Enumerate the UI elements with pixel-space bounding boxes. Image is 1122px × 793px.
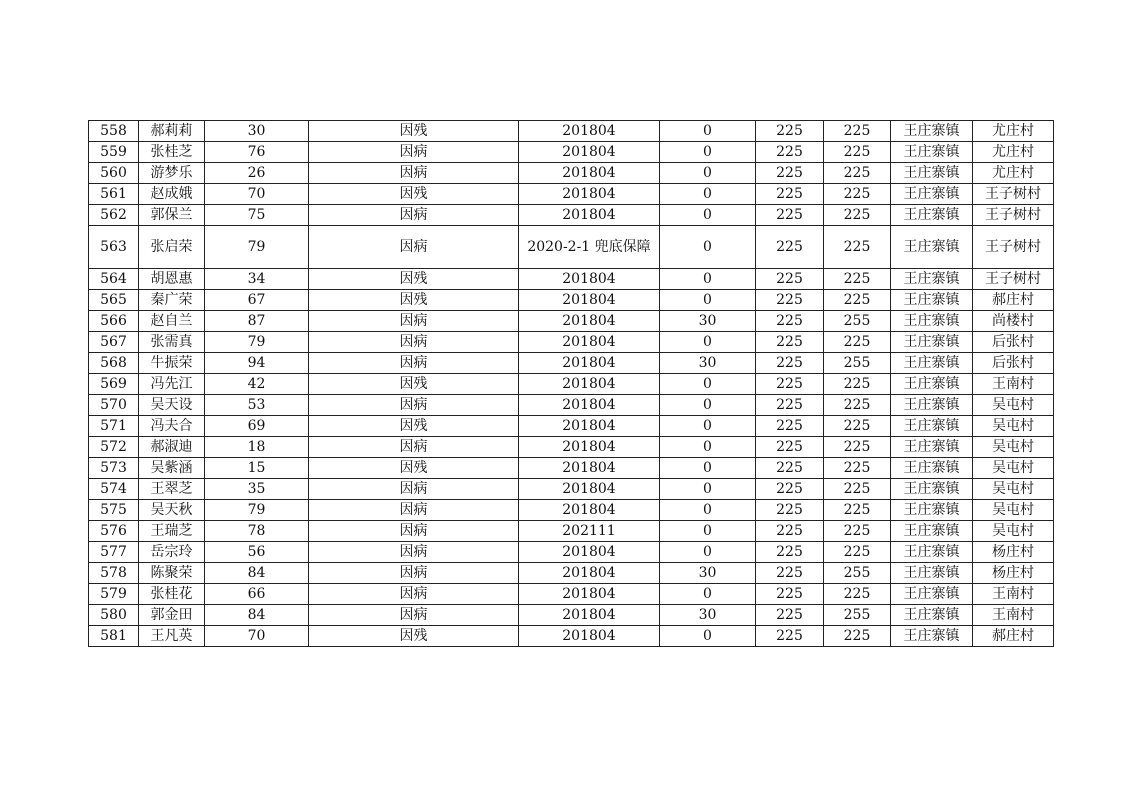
name-cell: 张启荣 <box>139 226 205 269</box>
total-amount-cell: 225 <box>824 184 891 205</box>
base-amount-cell: 225 <box>756 605 824 626</box>
table-row <box>89 142 1054 163</box>
total-amount-cell: 225 <box>824 500 891 521</box>
age-cell: 79 <box>205 332 309 353</box>
total-amount-cell: 225 <box>824 479 891 500</box>
reason-cell: 因残 <box>309 458 519 479</box>
table-row <box>89 416 1054 437</box>
extra-amount-cell: 30 <box>660 605 756 626</box>
town-cell: 王庄寨镇 <box>891 605 973 626</box>
base-amount-cell: 225 <box>756 353 824 374</box>
age-cell: 53 <box>205 395 309 416</box>
reason-cell: 因残 <box>309 626 519 647</box>
serial-number-cell: 572 <box>89 437 139 458</box>
name-cell: 王瑞芝 <box>139 521 205 542</box>
base-amount-cell: 225 <box>756 332 824 353</box>
table-row <box>89 269 1054 290</box>
serial-number-cell: 559 <box>89 142 139 163</box>
village-cell: 王子树村 <box>973 184 1054 205</box>
village-cell: 尤庄村 <box>973 163 1054 184</box>
name-cell: 吴紫涵 <box>139 458 205 479</box>
village-cell: 王南村 <box>973 605 1054 626</box>
total-amount-cell: 225 <box>824 121 891 142</box>
village-cell: 吴屯村 <box>973 479 1054 500</box>
table-row <box>89 437 1054 458</box>
reason-cell: 因病 <box>309 205 519 226</box>
name-cell: 郝淑迪 <box>139 437 205 458</box>
name-cell: 游梦乐 <box>139 163 205 184</box>
town-cell: 王庄寨镇 <box>891 226 973 269</box>
base-amount-cell: 225 <box>756 584 824 605</box>
reason-cell: 因病 <box>309 332 519 353</box>
serial-number-cell: 581 <box>89 626 139 647</box>
extra-amount-cell: 0 <box>660 542 756 563</box>
total-amount-cell: 225 <box>824 269 891 290</box>
table-body <box>89 121 1054 647</box>
extra-amount-cell: 0 <box>660 626 756 647</box>
serial-number-cell: 563 <box>89 226 139 269</box>
reason-cell: 因病 <box>309 226 519 269</box>
reason-cell: 因病 <box>309 395 519 416</box>
name-cell: 岳宗玲 <box>139 542 205 563</box>
town-cell: 王庄寨镇 <box>891 479 973 500</box>
base-amount-cell: 225 <box>756 163 824 184</box>
serial-number-cell: 566 <box>89 311 139 332</box>
town-cell: 王庄寨镇 <box>891 121 973 142</box>
extra-amount-cell: 0 <box>660 458 756 479</box>
date-cell: 201804 <box>519 458 660 479</box>
reason-cell: 因病 <box>309 584 519 605</box>
serial-number-cell: 574 <box>89 479 139 500</box>
village-cell: 王子树村 <box>973 205 1054 226</box>
total-amount-cell: 255 <box>824 563 891 584</box>
total-amount-cell: 225 <box>824 521 891 542</box>
name-cell: 牛振荣 <box>139 353 205 374</box>
reason-cell: 因病 <box>309 163 519 184</box>
town-cell: 王庄寨镇 <box>891 163 973 184</box>
base-amount-cell: 225 <box>756 416 824 437</box>
document-page <box>88 120 1053 647</box>
reason-cell: 因病 <box>309 521 519 542</box>
serial-number-cell: 567 <box>89 332 139 353</box>
table-row <box>89 458 1054 479</box>
date-cell: 201804 <box>519 121 660 142</box>
name-cell: 张需真 <box>139 332 205 353</box>
reason-cell: 因残 <box>309 269 519 290</box>
base-amount-cell: 225 <box>756 563 824 584</box>
village-cell: 尚楼村 <box>973 311 1054 332</box>
village-cell: 吴屯村 <box>973 395 1054 416</box>
name-cell: 陈聚荣 <box>139 563 205 584</box>
town-cell: 王庄寨镇 <box>891 521 973 542</box>
serial-number-cell: 564 <box>89 269 139 290</box>
table-row <box>89 121 1054 142</box>
table-row <box>89 226 1054 269</box>
table-row <box>89 500 1054 521</box>
table-row <box>89 479 1054 500</box>
base-amount-cell: 225 <box>756 374 824 395</box>
serial-number-cell: 576 <box>89 521 139 542</box>
reason-cell: 因病 <box>309 479 519 500</box>
age-cell: 84 <box>205 605 309 626</box>
town-cell: 王庄寨镇 <box>891 142 973 163</box>
village-cell: 吴屯村 <box>973 458 1054 479</box>
town-cell: 王庄寨镇 <box>891 563 973 584</box>
date-cell: 201804 <box>519 542 660 563</box>
town-cell: 王庄寨镇 <box>891 269 973 290</box>
age-cell: 15 <box>205 458 309 479</box>
table-row <box>89 290 1054 311</box>
total-amount-cell: 225 <box>824 437 891 458</box>
reason-cell: 因残 <box>309 121 519 142</box>
extra-amount-cell: 0 <box>660 479 756 500</box>
serial-number-cell: 558 <box>89 121 139 142</box>
base-amount-cell: 225 <box>756 479 824 500</box>
serial-number-cell: 560 <box>89 163 139 184</box>
base-amount-cell: 225 <box>756 290 824 311</box>
extra-amount-cell: 30 <box>660 353 756 374</box>
village-cell: 杨庄村 <box>973 542 1054 563</box>
date-cell: 201804 <box>519 163 660 184</box>
date-cell: 201804 <box>519 269 660 290</box>
name-cell: 郝莉莉 <box>139 121 205 142</box>
town-cell: 王庄寨镇 <box>891 311 973 332</box>
extra-amount-cell: 0 <box>660 184 756 205</box>
extra-amount-cell: 0 <box>660 226 756 269</box>
name-cell: 冯夫合 <box>139 416 205 437</box>
serial-number-cell: 570 <box>89 395 139 416</box>
age-cell: 70 <box>205 184 309 205</box>
village-cell: 杨庄村 <box>973 563 1054 584</box>
name-cell: 赵自兰 <box>139 311 205 332</box>
age-cell: 79 <box>205 500 309 521</box>
reason-cell: 因病 <box>309 605 519 626</box>
base-amount-cell: 225 <box>756 311 824 332</box>
serial-number-cell: 578 <box>89 563 139 584</box>
town-cell: 王庄寨镇 <box>891 416 973 437</box>
reason-cell: 因病 <box>309 353 519 374</box>
date-cell: 201804 <box>519 332 660 353</box>
serial-number-cell: 568 <box>89 353 139 374</box>
town-cell: 王庄寨镇 <box>891 205 973 226</box>
town-cell: 王庄寨镇 <box>891 437 973 458</box>
serial-number-cell: 575 <box>89 500 139 521</box>
base-amount-cell: 225 <box>756 521 824 542</box>
serial-number-cell: 565 <box>89 290 139 311</box>
extra-amount-cell: 0 <box>660 416 756 437</box>
total-amount-cell: 225 <box>824 395 891 416</box>
village-cell: 郝庄村 <box>973 626 1054 647</box>
village-cell: 郝庄村 <box>973 290 1054 311</box>
date-cell: 2020-2-1 兜底保障 <box>519 226 660 269</box>
base-amount-cell: 225 <box>756 205 824 226</box>
town-cell: 王庄寨镇 <box>891 542 973 563</box>
total-amount-cell: 225 <box>824 142 891 163</box>
reason-cell: 因病 <box>309 311 519 332</box>
table-row <box>89 521 1054 542</box>
serial-number-cell: 577 <box>89 542 139 563</box>
age-cell: 70 <box>205 626 309 647</box>
total-amount-cell: 225 <box>824 374 891 395</box>
table-row <box>89 311 1054 332</box>
extra-amount-cell: 0 <box>660 374 756 395</box>
total-amount-cell: 225 <box>824 290 891 311</box>
extra-amount-cell: 0 <box>660 269 756 290</box>
date-cell: 201804 <box>519 374 660 395</box>
name-cell: 郭保兰 <box>139 205 205 226</box>
town-cell: 王庄寨镇 <box>891 374 973 395</box>
base-amount-cell: 225 <box>756 437 824 458</box>
age-cell: 34 <box>205 269 309 290</box>
village-cell: 王子树村 <box>973 226 1054 269</box>
table-row <box>89 332 1054 353</box>
village-cell: 后张村 <box>973 353 1054 374</box>
town-cell: 王庄寨镇 <box>891 458 973 479</box>
town-cell: 王庄寨镇 <box>891 332 973 353</box>
name-cell: 张桂花 <box>139 584 205 605</box>
age-cell: 26 <box>205 163 309 184</box>
extra-amount-cell: 0 <box>660 584 756 605</box>
age-cell: 42 <box>205 374 309 395</box>
total-amount-cell: 225 <box>824 416 891 437</box>
village-cell: 吴屯村 <box>973 521 1054 542</box>
base-amount-cell: 225 <box>756 395 824 416</box>
town-cell: 王庄寨镇 <box>891 353 973 374</box>
table-row <box>89 584 1054 605</box>
total-amount-cell: 225 <box>824 458 891 479</box>
date-cell: 201804 <box>519 311 660 332</box>
date-cell: 201804 <box>519 437 660 458</box>
village-cell: 吴屯村 <box>973 416 1054 437</box>
age-cell: 79 <box>205 226 309 269</box>
name-cell: 秦广荣 <box>139 290 205 311</box>
table-row <box>89 563 1054 584</box>
serial-number-cell: 580 <box>89 605 139 626</box>
extra-amount-cell: 0 <box>660 205 756 226</box>
records-table <box>88 120 1054 647</box>
town-cell: 王庄寨镇 <box>891 500 973 521</box>
table-row <box>89 395 1054 416</box>
table-row <box>89 605 1054 626</box>
date-cell: 201804 <box>519 353 660 374</box>
table-row <box>89 374 1054 395</box>
village-cell: 后张村 <box>973 332 1054 353</box>
village-cell: 尤庄村 <box>973 121 1054 142</box>
town-cell: 王庄寨镇 <box>891 584 973 605</box>
extra-amount-cell: 0 <box>660 121 756 142</box>
reason-cell: 因残 <box>309 374 519 395</box>
extra-amount-cell: 0 <box>660 437 756 458</box>
name-cell: 冯先江 <box>139 374 205 395</box>
table-row <box>89 184 1054 205</box>
age-cell: 87 <box>205 311 309 332</box>
town-cell: 王庄寨镇 <box>891 626 973 647</box>
reason-cell: 因病 <box>309 542 519 563</box>
extra-amount-cell: 0 <box>660 163 756 184</box>
date-cell: 201804 <box>519 416 660 437</box>
date-cell: 201804 <box>519 563 660 584</box>
reason-cell: 因病 <box>309 500 519 521</box>
base-amount-cell: 225 <box>756 500 824 521</box>
date-cell: 201804 <box>519 184 660 205</box>
village-cell: 王南村 <box>973 374 1054 395</box>
age-cell: 56 <box>205 542 309 563</box>
date-cell: 201804 <box>519 142 660 163</box>
age-cell: 76 <box>205 142 309 163</box>
age-cell: 84 <box>205 563 309 584</box>
age-cell: 94 <box>205 353 309 374</box>
base-amount-cell: 225 <box>756 542 824 563</box>
base-amount-cell: 225 <box>756 626 824 647</box>
age-cell: 69 <box>205 416 309 437</box>
name-cell: 吴天设 <box>139 395 205 416</box>
name-cell: 王凡英 <box>139 626 205 647</box>
total-amount-cell: 225 <box>824 205 891 226</box>
age-cell: 75 <box>205 205 309 226</box>
table-row <box>89 542 1054 563</box>
reason-cell: 因病 <box>309 142 519 163</box>
serial-number-cell: 569 <box>89 374 139 395</box>
table-row <box>89 626 1054 647</box>
serial-number-cell: 562 <box>89 205 139 226</box>
reason-cell: 因病 <box>309 563 519 584</box>
table-row <box>89 353 1054 374</box>
age-cell: 30 <box>205 121 309 142</box>
base-amount-cell: 225 <box>756 184 824 205</box>
total-amount-cell: 255 <box>824 605 891 626</box>
reason-cell: 因残 <box>309 290 519 311</box>
serial-number-cell: 571 <box>89 416 139 437</box>
date-cell: 201804 <box>519 395 660 416</box>
village-cell: 尤庄村 <box>973 142 1054 163</box>
town-cell: 王庄寨镇 <box>891 395 973 416</box>
date-cell: 201804 <box>519 479 660 500</box>
name-cell: 吴天秋 <box>139 500 205 521</box>
serial-number-cell: 561 <box>89 184 139 205</box>
total-amount-cell: 255 <box>824 311 891 332</box>
name-cell: 赵成娥 <box>139 184 205 205</box>
village-cell: 吴屯村 <box>973 437 1054 458</box>
age-cell: 18 <box>205 437 309 458</box>
serial-number-cell: 579 <box>89 584 139 605</box>
extra-amount-cell: 30 <box>660 311 756 332</box>
date-cell: 201804 <box>519 584 660 605</box>
age-cell: 35 <box>205 479 309 500</box>
extra-amount-cell: 0 <box>660 142 756 163</box>
total-amount-cell: 225 <box>824 332 891 353</box>
age-cell: 78 <box>205 521 309 542</box>
base-amount-cell: 225 <box>756 226 824 269</box>
base-amount-cell: 225 <box>756 458 824 479</box>
name-cell: 张桂芝 <box>139 142 205 163</box>
name-cell: 王翠芝 <box>139 479 205 500</box>
base-amount-cell: 225 <box>756 121 824 142</box>
base-amount-cell: 225 <box>756 142 824 163</box>
village-cell: 王子树村 <box>973 269 1054 290</box>
serial-number-cell: 573 <box>89 458 139 479</box>
reason-cell: 因残 <box>309 184 519 205</box>
date-cell: 201804 <box>519 290 660 311</box>
total-amount-cell: 225 <box>824 584 891 605</box>
town-cell: 王庄寨镇 <box>891 184 973 205</box>
town-cell: 王庄寨镇 <box>891 290 973 311</box>
name-cell: 郭金田 <box>139 605 205 626</box>
date-cell: 201804 <box>519 500 660 521</box>
village-cell: 吴屯村 <box>973 500 1054 521</box>
extra-amount-cell: 0 <box>660 500 756 521</box>
extra-amount-cell: 30 <box>660 563 756 584</box>
total-amount-cell: 225 <box>824 626 891 647</box>
date-cell: 201804 <box>519 605 660 626</box>
date-cell: 201804 <box>519 626 660 647</box>
village-cell: 王南村 <box>973 584 1054 605</box>
table-row <box>89 205 1054 226</box>
table-row <box>89 163 1054 184</box>
extra-amount-cell: 0 <box>660 395 756 416</box>
age-cell: 67 <box>205 290 309 311</box>
total-amount-cell: 225 <box>824 163 891 184</box>
age-cell: 66 <box>205 584 309 605</box>
base-amount-cell: 225 <box>756 269 824 290</box>
total-amount-cell: 225 <box>824 226 891 269</box>
extra-amount-cell: 0 <box>660 290 756 311</box>
total-amount-cell: 225 <box>824 542 891 563</box>
total-amount-cell: 255 <box>824 353 891 374</box>
date-cell: 201804 <box>519 205 660 226</box>
extra-amount-cell: 0 <box>660 332 756 353</box>
reason-cell: 因残 <box>309 416 519 437</box>
reason-cell: 因病 <box>309 437 519 458</box>
date-cell: 202111 <box>519 521 660 542</box>
extra-amount-cell: 0 <box>660 521 756 542</box>
name-cell: 胡恩惠 <box>139 269 205 290</box>
